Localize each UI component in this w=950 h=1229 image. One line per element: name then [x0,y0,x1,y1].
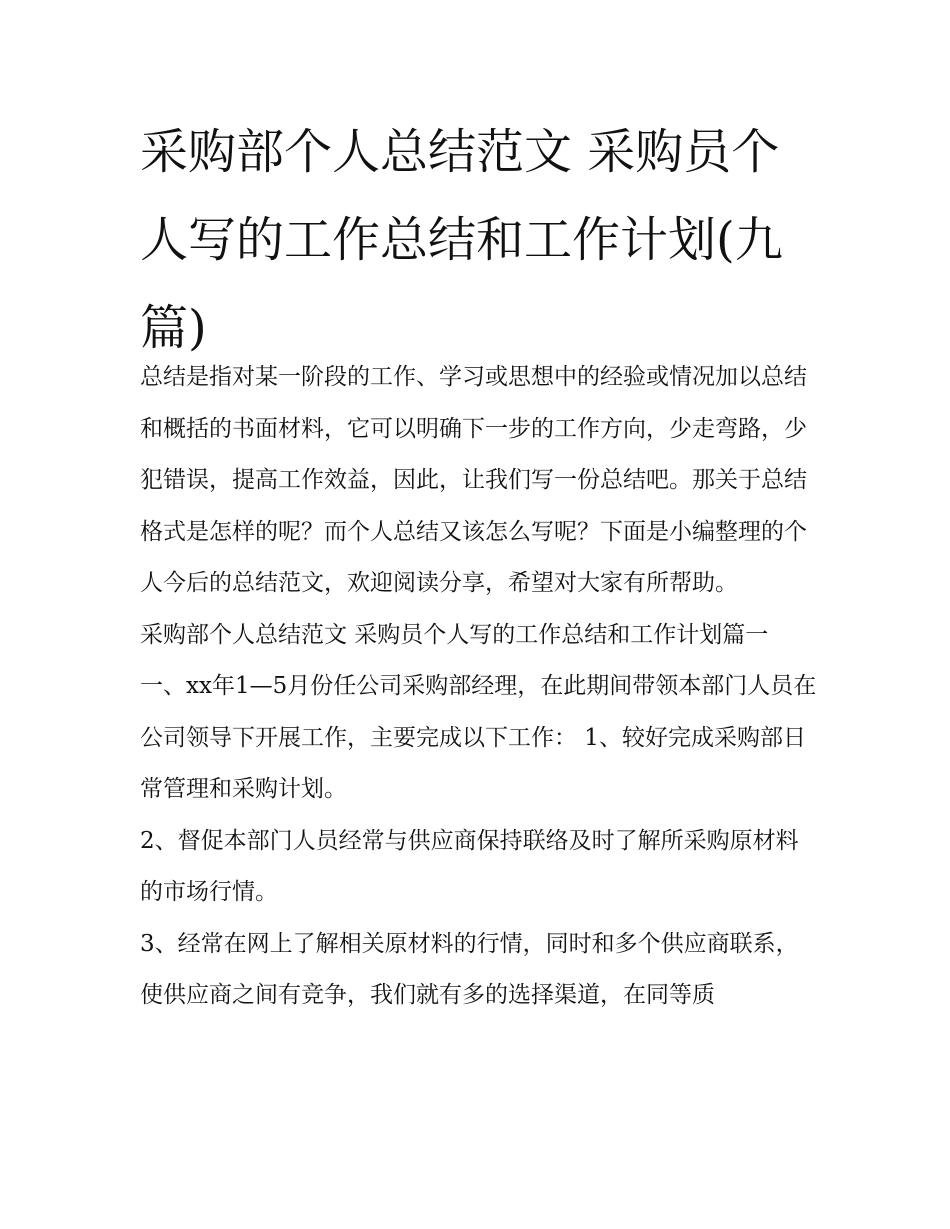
intro-paragraph: 总结是指对某一阶段的工作、学习或思想中的经验或情况加以总结和概括的书面材料，它可以明确下一步的工作方向，少走弯路，少犯错误，提高工作效益，因此，让我们写一份总结吧。那关于总结格式是怎样的呢？而个人总结又该怎么写呢？下面是小编整理的个人今后的总结范文，欢迎阅读分享，希望对大家有所帮助。 [140,364,807,596]
body-paragraph: 2、督促本部门人员经常与供应商保持联络及时了解所采购原材料的市场行情。 [140,827,799,905]
document-body [140,352,820,1022]
body-paragraph: 3、经常在网上了解相关原材料的行情，同时和多个供应商联系，使供应商之间有竞争，我们就有多的选择渠道，在同等质 [140,930,799,1008]
document-title: 采购部个人总结范文 采购员个人写的工作总结和工作计划(九篇) [140,124,783,356]
body-paragraph: 一、xx年1—5月份任公司采购部经理，在此期间带领本部门人员在公司领导下开展工作，主要完成以下工作： 1、较好完成采购部日常管理和采购计划。 [140,673,817,802]
section-heading: 采购部个人总结范文 采购员个人写的工作总结和工作计划篇一 [140,621,769,648]
